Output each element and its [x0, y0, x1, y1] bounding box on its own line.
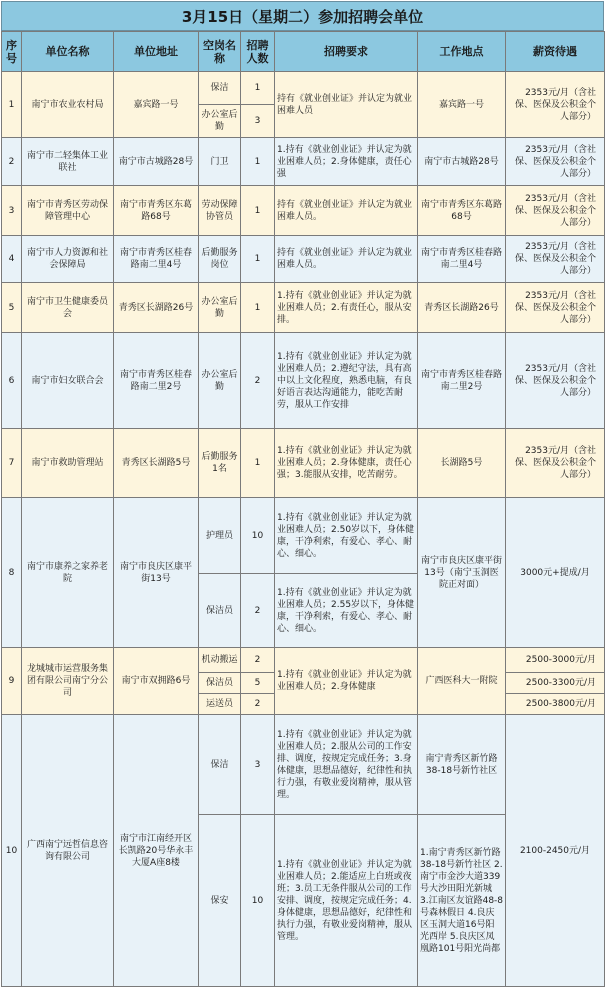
- cell-post: 保洁员: [199, 673, 241, 694]
- cell-post: 机动搬运: [199, 648, 241, 673]
- cell-addr: 南宁市古城路28号: [114, 138, 199, 186]
- cell-place: 1.南宁青秀区新竹路38-18号新竹社区 2.南宁市金沙大道339号大沙田阳光新城 3.江南区友谊路48-8号森林假日 4.良庆区玉洞大道16号阳光西岸 5.良庆区凤凰路101号阳光尚都: [418, 815, 506, 987]
- cell-req: 1.持有《就业创业证》并认定为就业困难人员；2.能适应上白班或夜班；3.员工无条件服从公司的工作安排、调度，按规定完成任务；4.身体健康，思想品德好，纪律性和执行力强，有敬业爱岗精神，服从管理。: [275, 815, 418, 987]
- cell-req: 1.持有《就业创业证》并认定为就业困难人员；2.身体健康，责任心强: [275, 138, 418, 186]
- cell-unit: 南宁市二轻集体工业联社: [22, 138, 114, 186]
- cell-addr: 南宁市青秀区桂春路南二里4号: [114, 236, 199, 283]
- header-post: 空岗名称: [199, 32, 241, 72]
- cell-req: 1.持有《就业创业证》并认定为就业困难人员；2.遵纪守法，具有高中以上文化程度，熟悉电脑，有良好语言表达沟通能力，能吃苦耐劳，服从工作安排: [275, 333, 418, 429]
- cell-num: 2: [241, 648, 275, 673]
- header-place: 工作地点: [418, 32, 506, 72]
- header-addr: 单位地址: [114, 32, 199, 72]
- cell-addr: 南宁市青秀区东葛路68号: [114, 186, 199, 236]
- cell-unit: 广西南宁远哲信息咨询有限公司: [22, 715, 114, 987]
- cell-unit: 南宁市康养之家养老院: [22, 498, 114, 648]
- table-row: [2, 648, 605, 673]
- cell-addr: 南宁市青秀区桂春路南二里2号: [114, 333, 199, 429]
- header-salary: 薪资待遇: [506, 32, 605, 72]
- cell-num: 2: [241, 694, 275, 715]
- cell-post: 劳动保障协管员: [199, 186, 241, 236]
- cell-place: 南宁市古城路28号: [418, 138, 506, 186]
- cell-unit: 南宁市救助管理站: [22, 429, 114, 498]
- cell-salary: 2353元/月（含社保、医保及公积金个人部分）: [506, 333, 605, 429]
- header-req: 招聘要求: [275, 32, 418, 72]
- header-unit: 单位名称: [22, 32, 114, 72]
- cell-post: 后勤服务1名: [199, 429, 241, 498]
- cell-place: 广西医科大一附院: [418, 648, 506, 715]
- cell-post: 护理员: [199, 498, 241, 574]
- cell-post: 办公室后勤: [199, 333, 241, 429]
- table-row: [2, 333, 605, 429]
- cell-req: 1.持有《就业创业证》并认定为就业困难人员；2.有责任心，服从安排。: [275, 283, 418, 333]
- cell-unit: 龙城城市运营服务集团有限公司南宁分公司: [22, 648, 114, 715]
- cell-salary: 2353元/月（含社保、医保及公积金个人部分）: [506, 283, 605, 333]
- cell-unit: 南宁市妇女联合会: [22, 333, 114, 429]
- cell-no: 5: [2, 283, 22, 333]
- cell-req: 1.持有《就业创业证》并认定为就业困难人员；2.身体健康，责任心强；3.能服从安排，吃苦耐劳。: [275, 429, 418, 498]
- cell-place: 南宁市青秀区桂春路南二里2号: [418, 333, 506, 429]
- cell-num: 1: [241, 72, 275, 105]
- cell-salary: 2500-3000元/月: [506, 648, 605, 673]
- cell-place: 嘉宾路一号: [418, 72, 506, 138]
- cell-salary: 2353元/月（含社保、医保及公积金个人部分）: [506, 429, 605, 498]
- recruitment-table: [1, 31, 605, 987]
- cell-num: 2: [241, 333, 275, 429]
- cell-req: 持有《就业创业证》并认定为就业困难人员。: [275, 236, 418, 283]
- cell-num: 1: [241, 138, 275, 186]
- cell-place: 南宁市青秀区东葛路68号: [418, 186, 506, 236]
- table-row: [2, 429, 605, 498]
- cell-salary: 2500-3800元/月: [506, 694, 605, 715]
- cell-num: 3: [241, 105, 275, 138]
- cell-post: 后勤服务岗位: [199, 236, 241, 283]
- cell-no: 7: [2, 429, 22, 498]
- table-row: [2, 138, 605, 186]
- cell-salary: 2353元/月（含社保、医保及公积金个人部分）: [506, 236, 605, 283]
- cell-no: 1: [2, 72, 22, 138]
- cell-req: 1.持有《就业创业证》并认定为就业困难人员；2.55岁以下，身体健康，干净利索，有爱心、孝心、耐心、细心。: [275, 574, 418, 648]
- cell-num: 1: [241, 236, 275, 283]
- cell-addr: 南宁市双拥路6号: [114, 648, 199, 715]
- cell-post: 保安: [199, 815, 241, 987]
- cell-no: 9: [2, 648, 22, 715]
- table-row: [2, 236, 605, 283]
- cell-salary: 2100-2450元/月: [506, 715, 605, 987]
- cell-addr: 青秀区长湖路5号: [114, 429, 199, 498]
- table-row: [2, 283, 605, 333]
- table-row: [2, 186, 605, 236]
- cell-salary: 2500-3300元/月: [506, 673, 605, 694]
- table-row: [2, 72, 605, 105]
- cell-req: 1.持有《就业创业证》并认定为就业困难人员；2.身体健康: [275, 648, 418, 715]
- cell-addr: 嘉宾路一号: [114, 72, 199, 138]
- cell-no: 3: [2, 186, 22, 236]
- cell-addr: 青秀区长湖路26号: [114, 283, 199, 333]
- table-row: [2, 498, 605, 574]
- cell-unit: 南宁市卫生健康委员会: [22, 283, 114, 333]
- cell-num: 1: [241, 283, 275, 333]
- cell-post: 办公室后勤: [199, 283, 241, 333]
- cell-num: 10: [241, 815, 275, 987]
- cell-post: 保洁: [199, 72, 241, 105]
- header-num: 招聘人数: [241, 32, 275, 72]
- cell-num: 5: [241, 673, 275, 694]
- cell-post: 运送员: [199, 694, 241, 715]
- cell-no: 10: [2, 715, 22, 987]
- cell-place: 南宁青秀区新竹路38-18号新竹社区: [418, 715, 506, 815]
- cell-num: 10: [241, 498, 275, 574]
- cell-req: 持有《就业创业证》并认定为就业困难人员: [275, 72, 418, 138]
- cell-salary: 2353元/月（含社保、医保及公积金个人部分）: [506, 72, 605, 138]
- cell-num: 2: [241, 574, 275, 648]
- table-row: [2, 715, 605, 815]
- cell-no: 8: [2, 498, 22, 648]
- header-row: [2, 32, 605, 72]
- cell-unit: 南宁市青秀区劳动保障管理中心: [22, 186, 114, 236]
- cell-salary: 3000元+提成/月: [506, 498, 605, 648]
- cell-req: 1.持有《就业创业证》并认定为就业困难人员；2.服从公司的工作安排、调度，按规定完成任务；3.身体健康，思想品德好，纪律性和执行力强，有敬业爱岗精神，服从管理。: [275, 715, 418, 815]
- cell-unit: 南宁市农业农村局: [22, 72, 114, 138]
- cell-salary: 2353元/月（含社保、医保及公积金个人部分）: [506, 138, 605, 186]
- cell-post: 保洁: [199, 715, 241, 815]
- cell-no: 2: [2, 138, 22, 186]
- header-no: 序号: [2, 32, 22, 72]
- cell-num: 1: [241, 429, 275, 498]
- cell-addr: 南宁市良庆区康平街13号: [114, 498, 199, 648]
- cell-req: 持有《就业创业证》并认定为就业困难人员。: [275, 186, 418, 236]
- page-title: 3月15日（星期二）参加招聘会单位: [1, 1, 604, 31]
- cell-num: 3: [241, 715, 275, 815]
- cell-no: 4: [2, 236, 22, 283]
- cell-post: 办公室后勤: [199, 105, 241, 138]
- cell-place: 南宁市良庆区康平街13号（南宁玉洞医院正对面）: [418, 498, 506, 648]
- cell-unit: 南宁市人力资源和社会保障局: [22, 236, 114, 283]
- cell-place: 长湖路5号: [418, 429, 506, 498]
- cell-addr: 南宁市江南经开区长凯路20号华永丰大厦A座8楼: [114, 715, 199, 987]
- cell-req: 1.持有《就业创业证》并认定为就业困难人员；2.50岁以下，身体健康，干净利索，有爱心、孝心、耐心、细心。: [275, 498, 418, 574]
- cell-place: 青秀区长湖路26号: [418, 283, 506, 333]
- cell-post: 门卫: [199, 138, 241, 186]
- cell-post: 保洁员: [199, 574, 241, 648]
- cell-salary: 2353元/月（含社保、医保及公积金个人部分）: [506, 186, 605, 236]
- cell-no: 6: [2, 333, 22, 429]
- cell-num: 1: [241, 186, 275, 236]
- cell-place: 南宁市青秀区桂春路南二里4号: [418, 236, 506, 283]
